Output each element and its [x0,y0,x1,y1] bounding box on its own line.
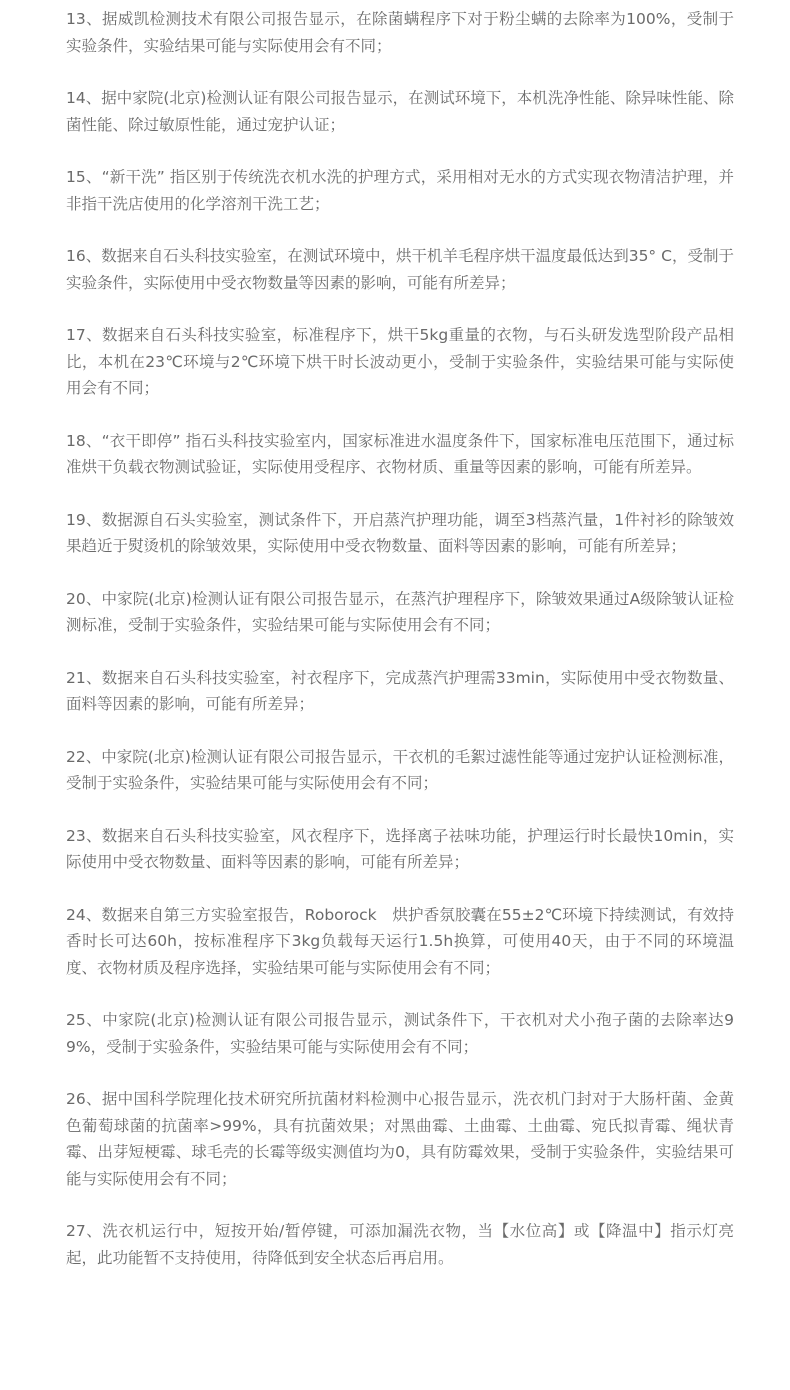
footnote-25: 25、中家院(北京)检测认证有限公司报告显示，测试条件下，干衣机对犬小孢子菌的去除率达99%，受制于实验条件，实验结果可能与实际使用会有不同； [66,1011,734,1056]
footnote-27: 27、洗衣机运行中，短按开始/暂停键，可添加漏洗衣物，当【水位高】或【降温中】指示灯亮起，此功能暂不支持使用，待降低到安全状态后再启用。 [66,1222,734,1267]
footnote-17: 17、数据来自石头科技实验室，标准程序下，烘干5kg重量的衣物，与石头研发选型阶段产品相比，本机在23℃环境与2℃环境下烘干时长波动更小，受制于实验条件，实验结果可能与实际使用会有不同； [66,326,734,397]
footnote-15: 15、“新干洗” 指区别于传统洗衣机水洗的护理方式，采用相对无水的方式实现衣物清洁护理，并非指干洗店使用的化学溶剂干洗工艺； [66,168,734,213]
footnote-21: 21、数据来自石头科技实验室，衬衣程序下，完成蒸汽护理需33min，实际使用中受衣物数量、面料等因素的影响，可能有所差异； [66,668,734,713]
footnote-16: 16、数据来自石头科技实验室，在测试环境中，烘干机羊毛程序烘干温度最低达到35° C，受制于实验条件，实际使用中受衣物数量等因素的影响，可能有所差异； [66,247,734,292]
footnote-list [66,6,734,1297]
footnote-24: 24、数据来自第三方实验室报告，Roborock 烘护香氛胶囊在55±2℃环境下持续测试，有效持香时长可达60h，按标准程序下3kg负载每天运行1.5h换算，可使用40天，由于不同的环境温度、衣物材质及程序选择，实验结果可能与实际使用会有不同； [66,905,734,977]
footnote-13: 13、据威凯检测技术有限公司报告显示，在除菌螨程序下对于粉尘螨的去除率为100%，受制于实验条件，实验结果可能与实际使用会有不同； [66,10,734,55]
footnote-14: 14、据中家院(北京)检测认证有限公司报告显示，在测试环境下，本机洗净性能、除异味性能、除菌性能、除过敏原性能，通过宠护认证； [66,89,734,134]
footnote-22: 22、中家院(北京)检测认证有限公司报告显示，干衣机的毛絮过滤性能等通过宠护认证检测标准，受制于实验条件，实验结果可能与实际使用会有不同； [66,747,734,792]
footnote-18: 18、“衣干即停” 指石头科技实验室内，国家标准进水温度条件下，国家标准电压范围下，通过标准烘干负载衣物测试验证，实际使用受程序、衣物材质、重量等因素的影响，可能有所差异。 [66,431,734,476]
footnote-26: 26、据中国科学院理化技术研究所抗菌材料检测中心报告显示，洗衣机门封对于大肠杆菌、金黄色葡萄球菌的抗菌率>99%，具有抗菌效果；对黑曲霉、土曲霉、土曲霉、宛氏拟青霉、绳状青霉、出芽短梗霉、球毛壳的长霉等级实测值均为0，具有防霉效果，受制于实验条件，实验结果可能与实际使用会有不同； [66,1090,734,1188]
footnote-20: 20、中家院(北京)检测认证有限公司报告显示，在蒸汽护理程序下，除皱效果通过A级除皱认证检测标准，受制于实验条件，实验结果可能与实际使用会有不同； [66,589,734,634]
footnote-23: 23、数据来自石头科技实验室，风衣程序下，选择离子祛味功能，护理运行时长最快10min，实际使用中受衣物数量、面料等因素的影响，可能有所差异； [66,826,734,871]
footnote-19: 19、数据源自石头实验室，测试条件下，开启蒸汽护理功能，调至3档蒸汽量，1件衬衫的除皱效果趋近于熨烫机的除皱效果，实际使用中受衣物数量、面料等因素的影响，可能有所差异； [66,510,734,555]
